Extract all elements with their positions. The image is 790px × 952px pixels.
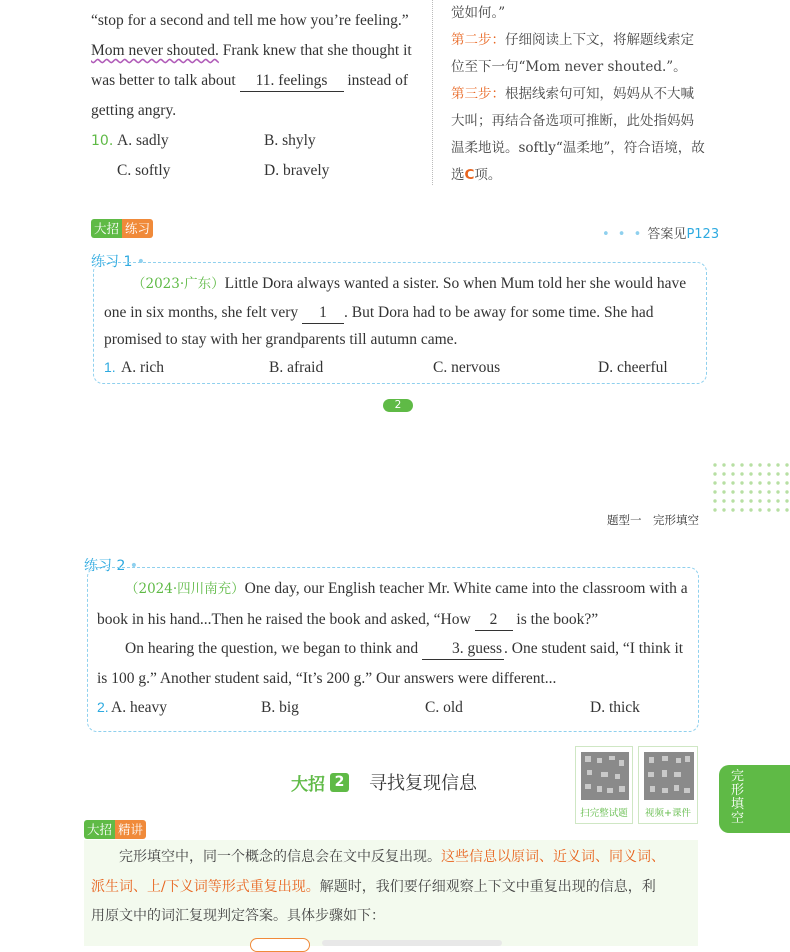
step-2: 第二步：仔细阅读上下文，将解题线索定 xyxy=(451,32,694,48)
passage-line: was better to talk about 11. feelings instead of xyxy=(91,66,421,96)
running-header: 题型一 完形填空 xyxy=(607,513,699,527)
explain-line: 派生词、上/下义词等形式重复出现。解题时，我们要仔细观察上下文中重复出现的信息，利 xyxy=(91,878,656,895)
dot-grid-decoration xyxy=(712,462,790,520)
passage-line: getting angry. xyxy=(91,102,177,119)
section-number: 2 xyxy=(330,773,349,792)
option-b: B. shyly xyxy=(264,132,316,149)
passage-line: one in six months, she felt very 1 . But Dora had to be away for some time. She had xyxy=(104,299,700,327)
clue-sentence: Mom never shouted. xyxy=(91,42,219,59)
qr-code-icon xyxy=(640,748,698,804)
answer-blank: 3. guess xyxy=(422,639,504,660)
step-line: 位至下一句“Mom never shouted.”。 xyxy=(451,59,687,75)
option-a: A. sadly xyxy=(117,132,169,149)
exercise-2-text xyxy=(97,574,693,723)
exercise-1-title: 练习 1 • xyxy=(91,254,146,270)
option-a: A. rich xyxy=(121,358,165,376)
page-number: 2 xyxy=(383,399,413,412)
side-tab-label: 完形填空 xyxy=(731,769,745,826)
dots-decoration: • • • xyxy=(602,227,644,242)
passage-line: book in his hand...Then he raised the book and asked, “How 2 is the book?” xyxy=(97,605,693,635)
step-line: 温柔地说。softly“温柔地”，符合语境，故 xyxy=(451,140,705,156)
passage-line: （2024·四川南充）One day, our English teacher Mr. White came into the classroom with a xyxy=(125,580,688,597)
question-10-options xyxy=(91,156,421,186)
step-label: 第三步： xyxy=(451,86,505,102)
top-passage xyxy=(91,6,421,186)
solution-steps xyxy=(451,0,716,189)
answer-blank: 11. feelings xyxy=(240,71,344,92)
step-label: 第二步： xyxy=(451,32,505,48)
answer-reference: • • • 答案见P123 xyxy=(602,227,720,242)
section-heading xyxy=(291,769,477,795)
option-c: C. nervous xyxy=(433,358,501,376)
passage-line: （2023·广东）Little Dora always wanted a sister. So when Mum told her she would have xyxy=(132,275,687,292)
section-title: 寻找复现信息 xyxy=(369,773,477,794)
step-line: 觉如何。” xyxy=(451,5,506,21)
option-d: D. bravely xyxy=(264,162,330,179)
qr-code-full-question[interactable] xyxy=(575,746,633,824)
qr-caption: 视频+课件 xyxy=(645,808,691,819)
explain-tag: 大招 精讲 xyxy=(84,820,146,839)
option-d: D. cheerful xyxy=(598,358,668,376)
step-line: 选C项。 xyxy=(451,167,502,183)
passage-line: On hearing the question, we began to think and 3. guess . One student said, “I think it xyxy=(97,634,693,664)
step-3: 第三步：根据线索句可知，妈妈从不大喊 xyxy=(451,86,694,102)
passage-line: is 100 g.” Another student said, “It’s 200 g.” Our answers were different... xyxy=(97,669,557,687)
section-label: 大招 xyxy=(291,774,325,795)
answer-blank: 1 xyxy=(302,303,344,324)
exercise-1-text xyxy=(104,270,700,381)
qr-code-video[interactable] xyxy=(638,746,698,824)
next-step-fragment xyxy=(250,938,310,952)
passage-line: “stop for a second and tell me how you’re feeling.” xyxy=(91,12,409,29)
question-1-options xyxy=(104,354,700,382)
explain-line: 完形填空中，同一个概念的信息会在文中反复出现。这些信息以原词、近义词、同义词、 xyxy=(119,849,665,865)
qr-code-icon xyxy=(577,748,633,804)
option-a: A. heavy xyxy=(111,699,167,716)
answer-page: P123 xyxy=(686,227,720,242)
question-number: 2. xyxy=(97,699,109,715)
question-2-options xyxy=(97,693,693,723)
option-c: C. old xyxy=(425,699,463,716)
source-label: （2023·广东） xyxy=(132,276,225,292)
option-b: B. big xyxy=(261,699,299,716)
column-divider xyxy=(432,0,433,185)
question-number: 10. xyxy=(91,133,114,149)
question-number: 1. xyxy=(104,358,116,375)
question-10-options xyxy=(91,126,421,156)
option-d: D. thick xyxy=(590,699,640,716)
passage-line: promised to stay with her grandparents till autumn came. xyxy=(104,331,458,348)
passage-line: Mom never shouted. Frank knew that she thought it xyxy=(91,42,412,59)
option-c: C. softly xyxy=(117,162,171,179)
step-line: 大叫；再结合备选项可推断，此处指妈妈 xyxy=(451,113,694,129)
practice-tag: 大招 练习 xyxy=(91,219,153,238)
source-label: （2024·四川南充） xyxy=(125,581,245,597)
option-b: B. afraid xyxy=(269,358,324,376)
explanation-text xyxy=(91,843,695,932)
exercise-2-title: 练习 2 • xyxy=(84,558,139,574)
next-line-fragment xyxy=(322,940,502,946)
answer-letter: C xyxy=(464,167,475,183)
explain-line: 用原文中的词汇复现判定答案。具体步骤如下： xyxy=(91,908,385,924)
answer-blank: 2 xyxy=(475,610,513,631)
side-tab[interactable] xyxy=(719,765,790,833)
qr-caption: 扫完整试题 xyxy=(580,808,628,819)
